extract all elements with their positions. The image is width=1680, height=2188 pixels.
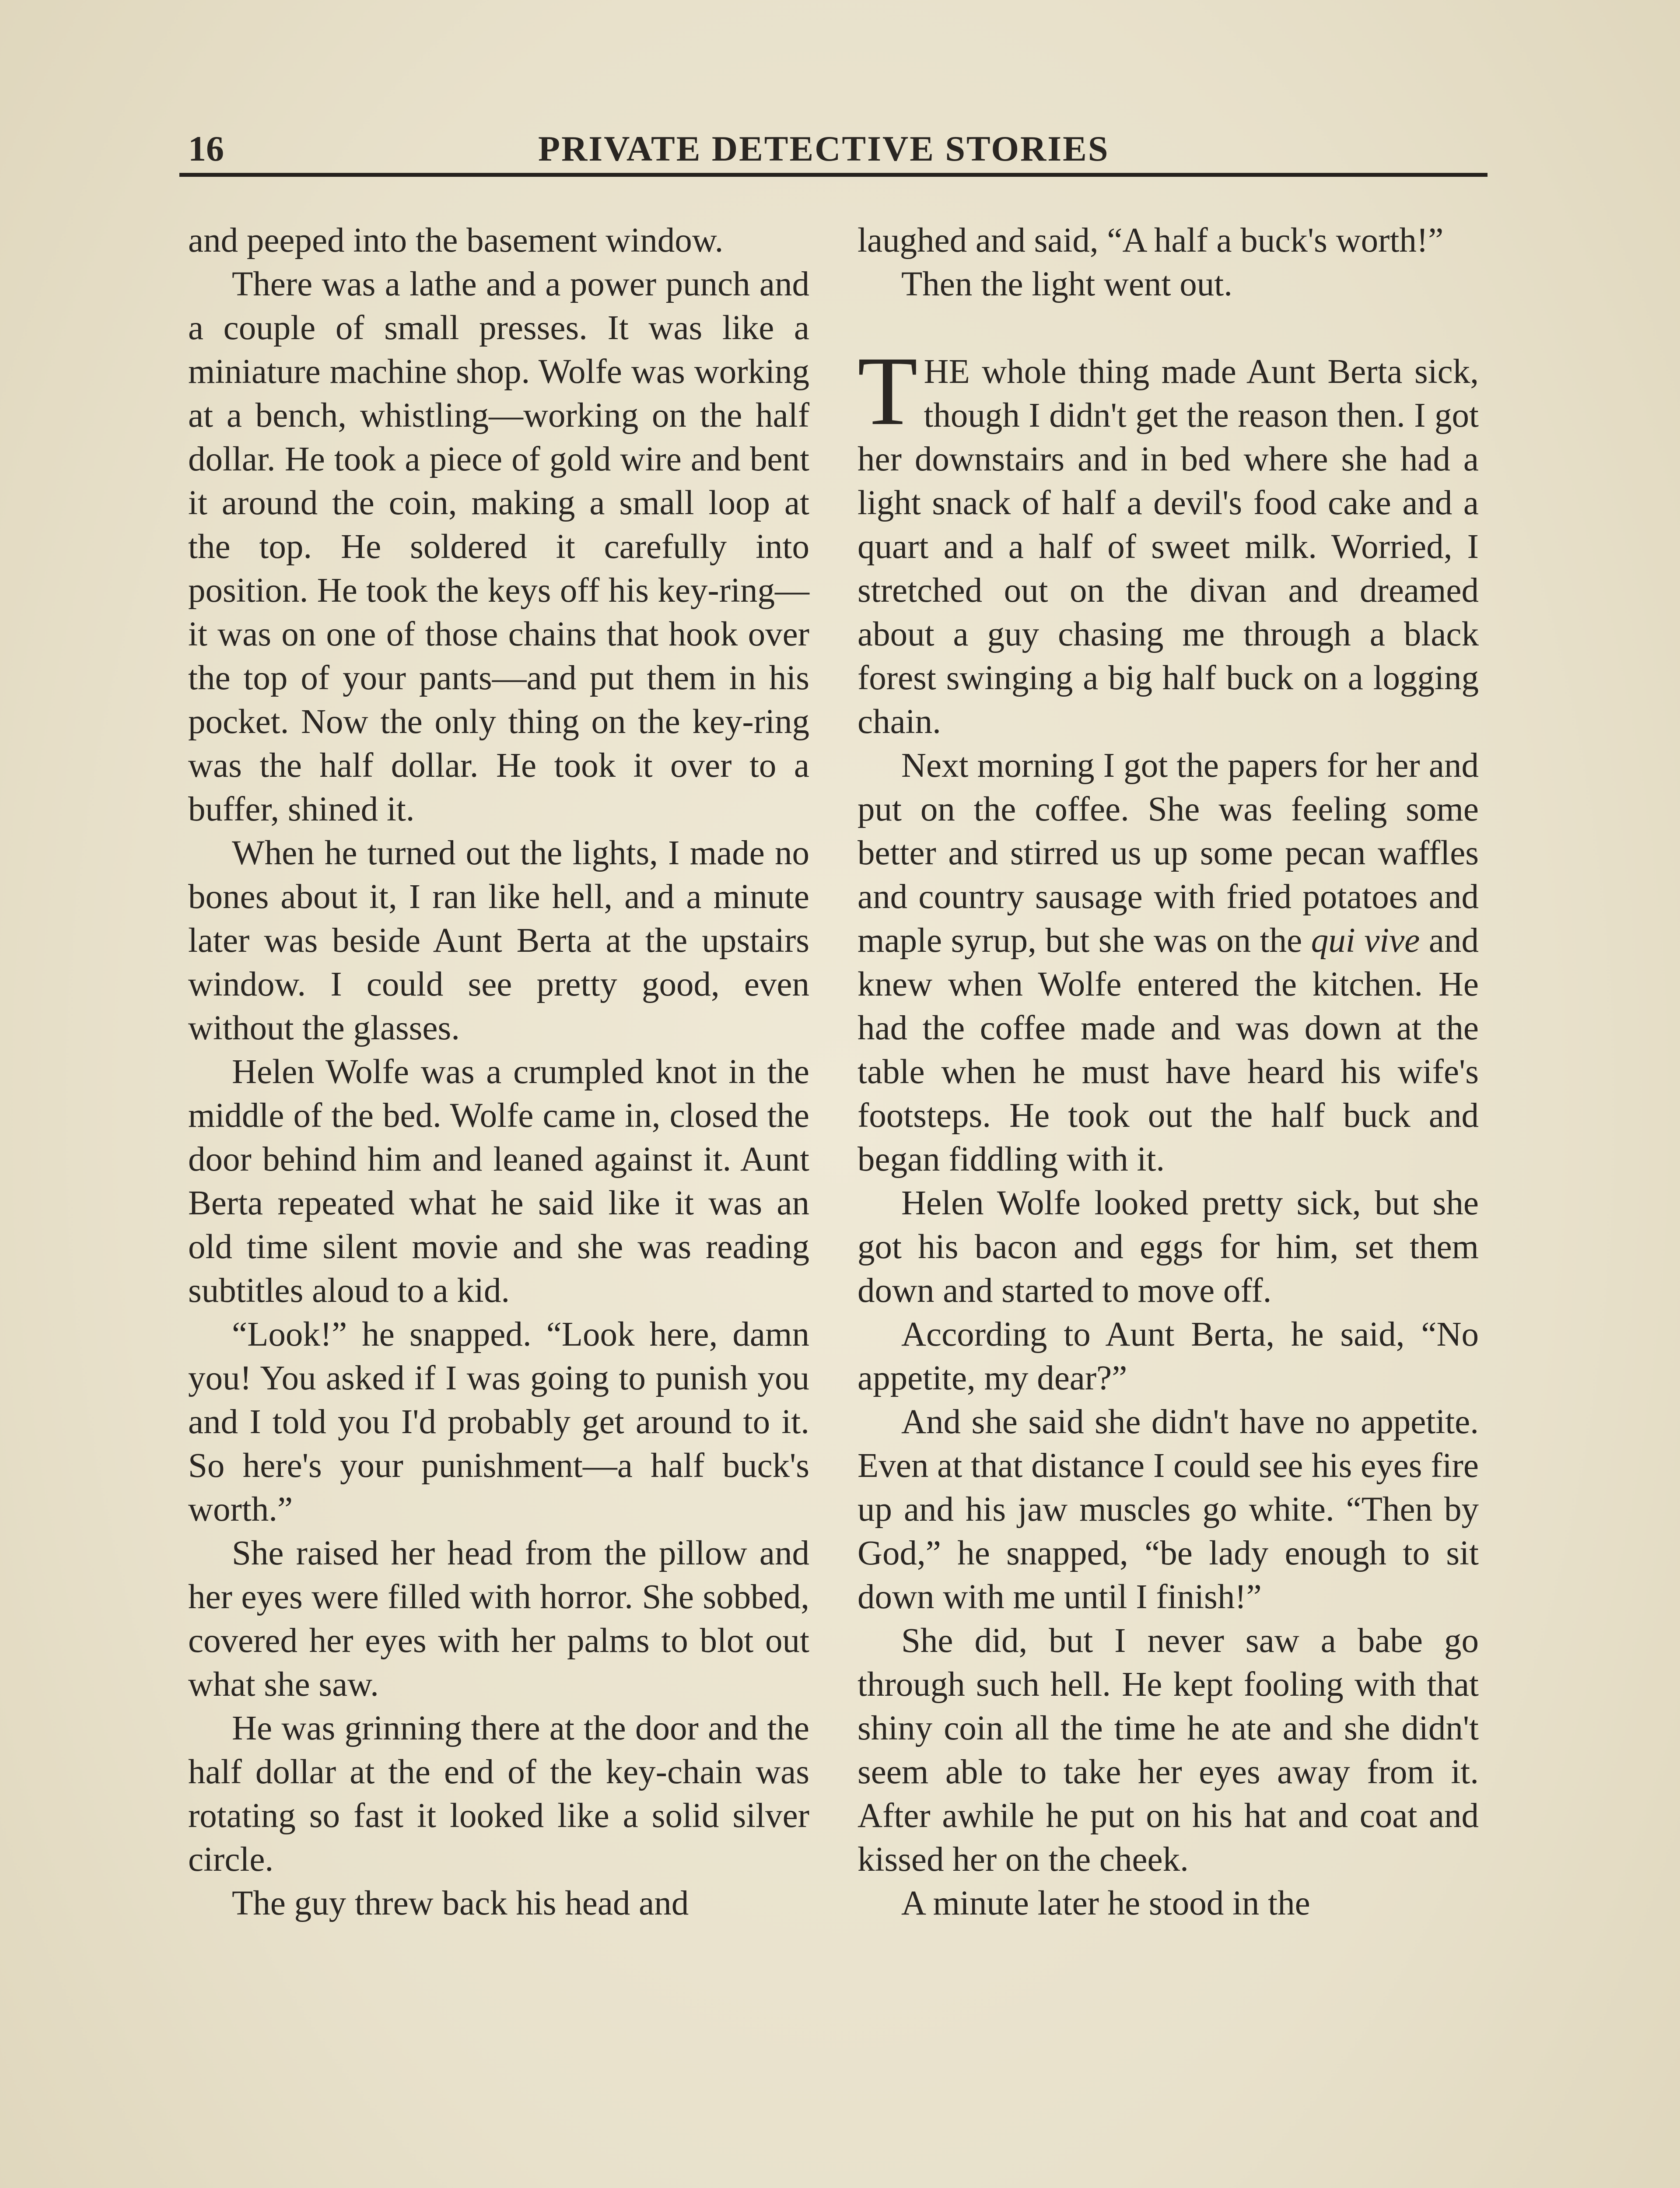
italic-phrase: qui vive [1311, 922, 1420, 960]
paragraph [858, 744, 1479, 1182]
right-column [858, 219, 1479, 1925]
paragraph: There was a lathe and a power punch and a couple of small presses. It was like a miniature machine shop. Wolfe was working at a bench, whistling—working on the half dollar. He took a piece of gold wire and bent it around the coin, making a small loop at the top. He soldered it carefully into position. He took the keys off his key-ring—it was on one of those chains that hook over the top of your pants—and put them in his pocket. Now the only thing on the key-ring was the half dollar. He took it over to a buffer, shined it. [188, 265, 809, 828]
paragraph: Helen Wolfe was a crumpled knot in the middle of the bed. Wolfe came in, closed the door behind him and leaned against it. Aunt Berta repeated what he said like it was an old time silent movie and she was reading subtitles aloud to a kid. [188, 1053, 809, 1310]
paragraph: A minute later he stood in the [901, 1884, 1310, 1922]
paragraph: She raised her head from the pillow and her eyes were filled with horror. She sobbed, covered her eyes with her palms to blot out what she saw. [188, 1534, 809, 1704]
page-number: 16 [188, 129, 224, 168]
paragraph: She did, but I never saw a babe go through such hell. He kept fooling with that shiny coin all the time he ate and she didn't seem able to take her eyes away from it. After awhile he put on his hat and coat and kissed her on the cheek. [858, 1622, 1479, 1879]
paragraph: When he turned out the lights, I made no bones about it, I ran like hell, and a minute later was beside Aunt Berta at the upstairs window. I could see pretty good, even without the glasses. [188, 834, 809, 1047]
paragraph: and peeped into the basement window. [188, 221, 724, 259]
section-opening-paragraph [858, 336, 1479, 744]
page-header [175, 118, 1488, 175]
paragraph: Then the light went out. [901, 265, 1232, 303]
paragraph: The guy threw back his head and [232, 1884, 689, 1922]
paragraph: According to Aunt Berta, he said, “No appetite, my dear?” [858, 1315, 1479, 1397]
running-title: PRIVATE DETECTIVE STORIES [538, 129, 1110, 168]
drop-cap: T [858, 336, 918, 445]
paragraph: “Look!” he snapped. “Look here, damn you! You asked if I was going to punish you and I told you I'd probably get around to it. So here's your punishment—a half buck's worth.” [188, 1315, 809, 1529]
paragraph: Helen Wolfe looked pretty sick, but she got his bacon and eggs for him, set them down and started to move off. [858, 1184, 1479, 1310]
header-rule [179, 173, 1488, 177]
section-text: HE whole thing made Aunt Berta sick, though I didn't get the reason then. I got her downstairs and in bed where she had a light snack of half a devil's food cake and a quart and a half of sweet milk. Worried, I stretched out on the divan and dreamed about a guy chasing me through a black forest swinging a big half buck on a logging chain. [858, 353, 1479, 741]
paragraph: And she said she didn't have no appetite. Even at that distance I could see his eyes fire up and his jaw muscles go white. “Then by God,” he snapped, “be lady enough to sit down with me until I finish!” [858, 1403, 1479, 1616]
paragraph: laughed and said, “A half a buck's worth!” [858, 221, 1444, 259]
paragraph: He was grinning there at the door and the half dollar at the end of the key-chain was rotating so fast it looked like a solid silver circle. [188, 1709, 809, 1879]
paragraph-text: Next morning I got the papers for her and put on the coffee. She was feeling some better and stirred us up some pecan waffles and country sausage with fried potatoes and maple syrup, but she was on the [858, 747, 1479, 960]
left-column [188, 219, 809, 1925]
paragraph-text: and knew when Wolfe entered the kitchen. He had the coffee made and was down at the table when he must have heard his wife's footsteps. He took out the half buck and began fiddling with it. [858, 922, 1479, 1178]
